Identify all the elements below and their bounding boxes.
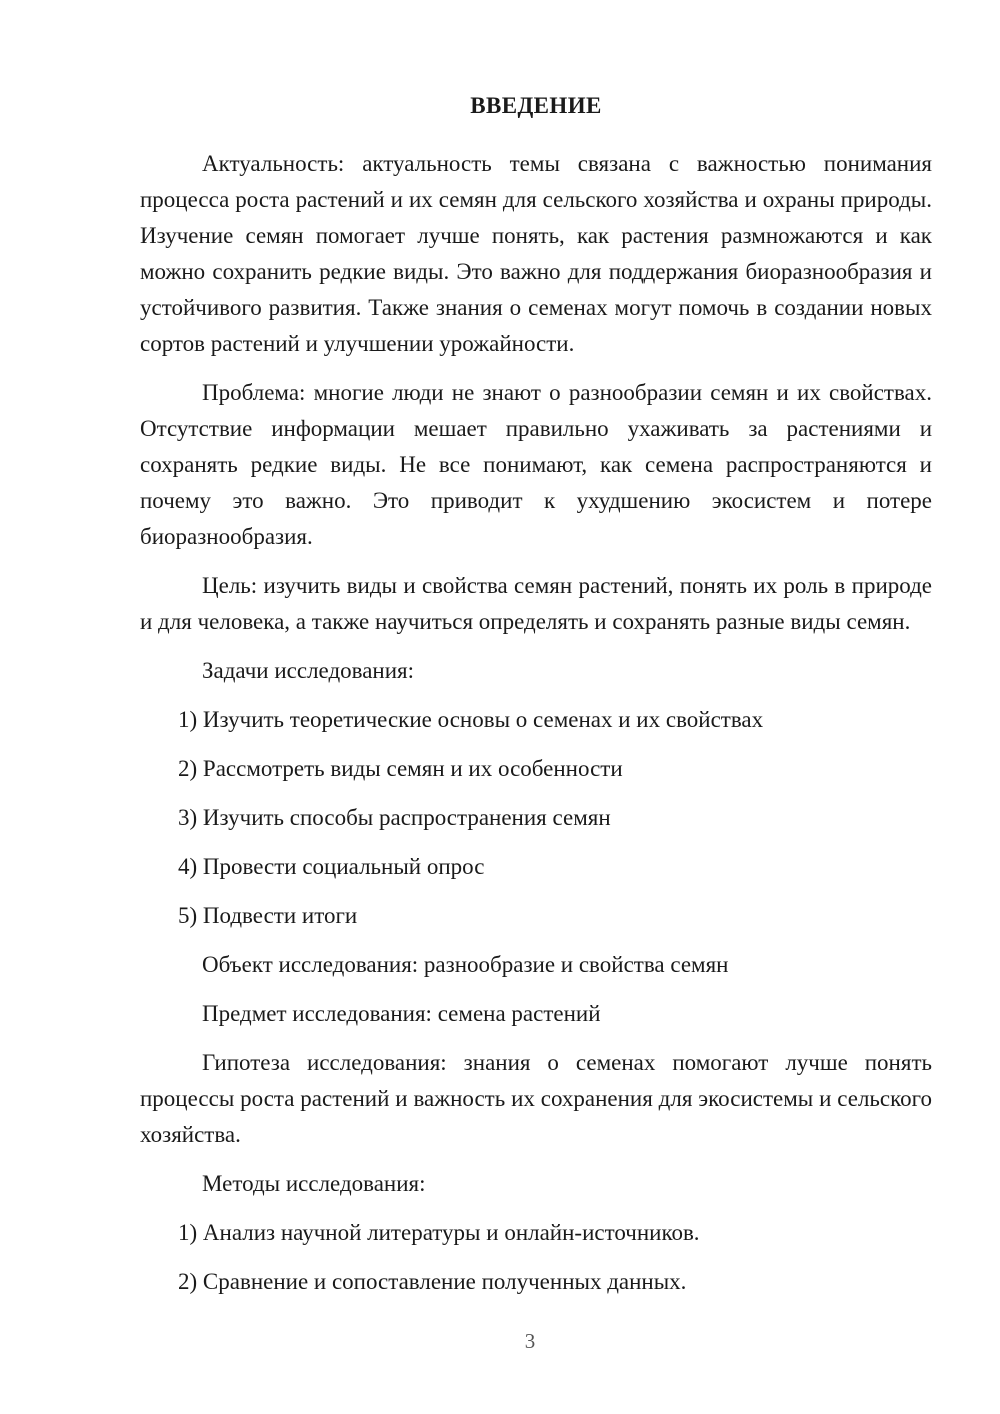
paragraph-relevance: Актуальность: актуальность темы связана с важностью понимания процесса роста растений и их семян для сельского хозяйства и охраны природы. Изучение семян помогает лучше понять, как растения размножаются и как можно сохранить редкие виды. Это важно для поддержания биоразнообразия и устойчивого развития. Также знания о семенах могут помочь в создании новых сортов растений и улучшении урожайности. <box>140 151 932 356</box>
paragraph-object: Объект исследования: разнообразие и свойства семян <box>202 952 729 977</box>
heading-methods: Методы исследования: <box>202 1171 426 1196</box>
list-item: 2) Сравнение и сопоставление полученных данных. <box>178 1269 687 1294</box>
list-item: 3) Изучить способы распространения семян <box>178 805 611 830</box>
page-title: ВВЕДЕНИЕ <box>470 93 602 118</box>
list-item: 1) Анализ научной литературы и онлайн-источников. <box>178 1220 700 1245</box>
page-number-value: 3 <box>524 1329 536 1353</box>
paragraph-problem: Проблема: многие люди не знают о разнообразии семян и их свойствах. Отсутствие информации мешает правильно ухаживать за растениями и сохранять редкие виды. Не все понимают, как семена распространяются и почему это важно. Это приводит к ухудшению экосистем и потере биоразнообразия. <box>140 380 932 549</box>
page-content <box>140 88 932 1313</box>
heading-tasks: Задачи исследования: <box>202 658 415 683</box>
list-item: 5) Подвести итоги <box>178 903 358 928</box>
list-item: 2) Рассмотреть виды семян и их особенности <box>178 756 623 781</box>
list-item: 1) Изучить теоретические основы о семенах и их свойствах <box>178 707 764 732</box>
paragraph-goal: Цель: изучить виды и свойства семян растений, понять их роль в природе и для человека, а также научиться определять и сохранять разные виды семян. <box>140 573 932 634</box>
paragraph-hypothesis: Гипотеза исследования: знания о семенах помогают лучше понять процессы роста растений и важность их сохранения для экосистемы и сельского хозяйства. <box>140 1050 932 1147</box>
page-number <box>0 1328 1000 1354</box>
paragraph-subject: Предмет исследования: семена растений <box>202 1001 601 1026</box>
list-item: 4) Провести социальный опрос <box>178 854 485 879</box>
tasks-list <box>140 702 932 934</box>
methods-list <box>140 1215 932 1300</box>
